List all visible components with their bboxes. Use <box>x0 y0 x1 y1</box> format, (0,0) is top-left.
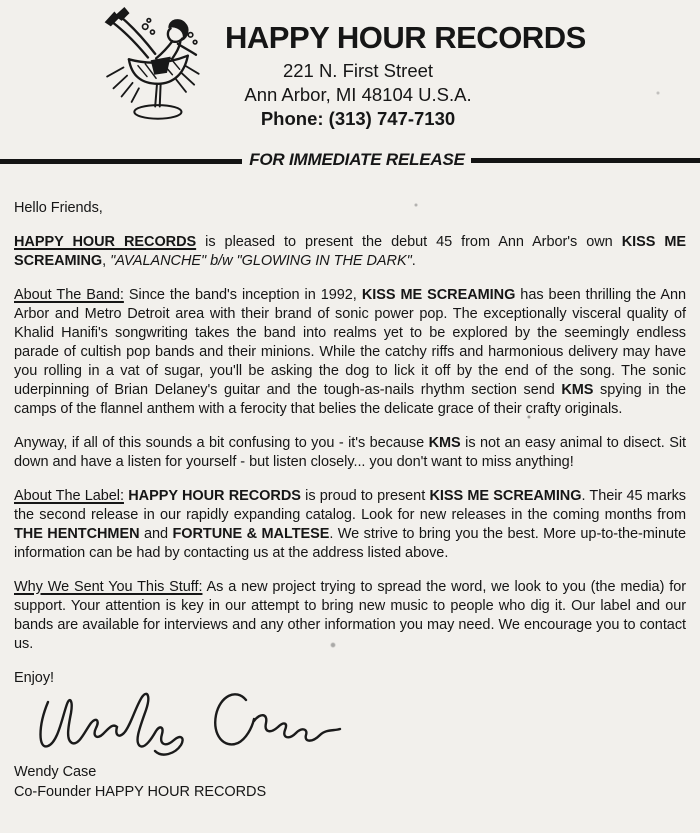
letterhead <box>0 0 700 148</box>
text-segment: KISS ME SCREAMING <box>429 488 582 504</box>
address-line-2: Ann Arbor, MI 48104 U.S.A. <box>244 84 472 105</box>
release-banner-label: FOR IMMEDIATE RELEASE <box>249 150 465 169</box>
banner-rule-left <box>0 159 242 164</box>
text-segment: , <box>102 253 111 269</box>
text-segment: KISS ME SCREAMING <box>14 234 686 269</box>
paragraph <box>14 578 686 654</box>
text-segment: . <box>411 253 416 269</box>
signer-name: Wendy Case <box>14 764 97 780</box>
phone-line: Phone: (313) 747-7130 <box>260 108 456 129</box>
greeting-line: Hello Friends, <box>14 200 103 216</box>
paragraph <box>14 286 686 419</box>
text-segment: has been thrilling the Ann Arbor and Metro Detroit area with their brand of sonic power pop. The exceptionally visceral quality of Khalid Hanifi's songwriting takes the band into realms yet to be explored by the seemingly endless parade of cultish pop bands and their minions. While the catchy riffs and harmonious delivery may have you rolling in a vat of sugar, you'll be asking the dog to lick it off by the end of the song. The sonic uderpinning of Brian Delaney's guitar and the tough-as-nails rhythm section send <box>14 287 686 398</box>
letter-body <box>14 199 686 802</box>
text-segment: About The Band: <box>14 287 124 303</box>
text-segment: . We strive to bring you the best. More up-to-the-minute information can be had by contacting us at the address listed above. <box>14 526 686 561</box>
address-line-1: 221 N. First Street <box>282 60 434 81</box>
text-segment: HAPPY HOUR RECORDS <box>128 488 301 504</box>
release-banner <box>0 149 700 175</box>
text-segment: is pleased to present the debut 45 from Ann Arbor's own <box>196 234 622 250</box>
banner-rule-right <box>471 158 700 163</box>
text-segment: THE HENTCHMEN <box>14 526 140 542</box>
text-segment: . Their 45 marks the second release in our rapidly expanding catalog. Look for new releases in the coming months from <box>14 488 687 523</box>
text-segment: HAPPY HOUR RECORDS <box>14 234 197 250</box>
text-segment: FORTUNE & MALTESE <box>172 526 330 542</box>
text-segment: KISS ME SCREAMING <box>361 287 516 303</box>
text-segment: and <box>139 526 173 542</box>
paragraph <box>14 434 686 472</box>
signature-handwriting <box>34 688 364 760</box>
text-segment: "AVALANCHE" b/w "GLOWING IN THE DARK" <box>110 253 412 269</box>
text-segment: About The Label: <box>14 488 124 504</box>
martini-girl-icon <box>84 4 230 140</box>
text-segment: KMS <box>428 435 461 451</box>
text-segment: spying in the camps of the flannel anthem with a ferocity that belies the delicate grace of their crafty originals. <box>14 382 686 417</box>
text-segment: is proud to present <box>300 488 430 504</box>
text-segment: Anyway, if all of this sounds a bit confusing to you - it's because <box>14 435 429 451</box>
text-segment: Why We Sent You This Stuff: <box>14 579 203 595</box>
company-name: HAPPY HOUR RECORDS <box>225 20 586 55</box>
paragraph <box>14 233 686 271</box>
address-block <box>218 59 498 131</box>
text-segment: KMS <box>561 382 594 398</box>
text-segment: Since the band's inception in 1992, <box>123 287 362 303</box>
paragraph <box>14 487 686 563</box>
signer-block <box>14 762 686 802</box>
text-segment: As a new project trying to spread the word, we look to you (the media) for support. Your attention is key in our attempt to bring new music to people who dig it. Our label and our bands are available for interviews and any other information you may need. We encourage you to contact us. <box>14 579 686 652</box>
signer-title: Co-Founder HAPPY HOUR RECORDS <box>14 784 267 800</box>
text-segment: is not an easy animal to disect. Sit down and have a listen for yourself - but listen closely... you don't want to miss anything! <box>14 435 687 470</box>
body-paragraphs <box>14 233 686 654</box>
closing-line: Enjoy! <box>14 670 54 686</box>
